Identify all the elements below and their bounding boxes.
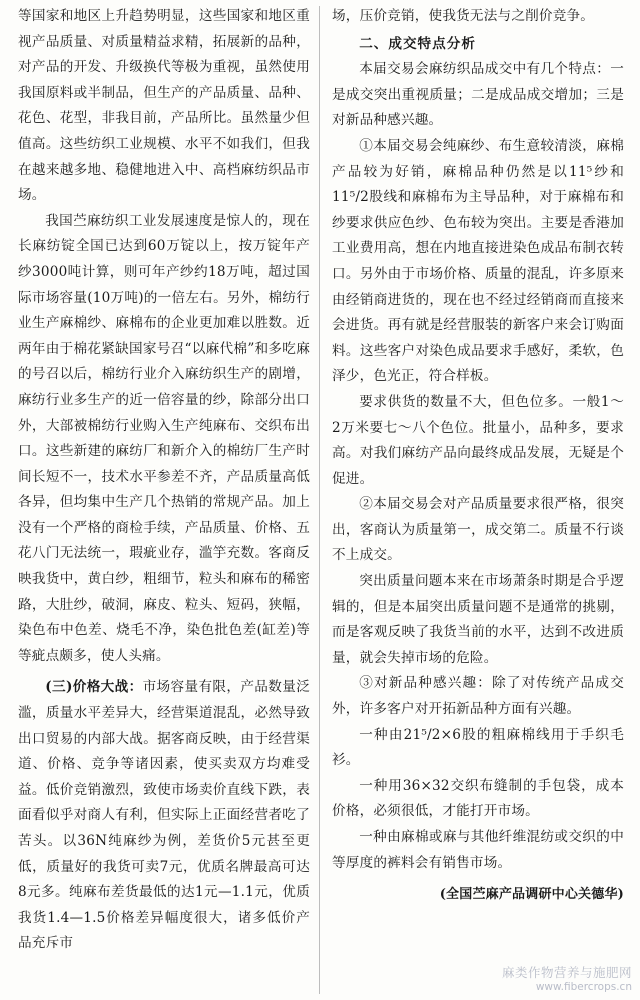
section-heading-deal-analysis: 二、成交特点分析 xyxy=(359,35,476,52)
paragraph-point-three: ③对新品种感兴趣：除了对传统产品成交外，许多客户对开拓新品种方面有兴趣。 xyxy=(332,675,624,718)
paragraph-deal-features: 本届交易会麻纺织品成交中有几个特点：一是成交突出重视质量；二是成品成交增加；三是对新品种感兴趣。 xyxy=(332,61,624,129)
paragraph-price-war xyxy=(18,675,310,957)
watermark-url: www.fibercrops.cn xyxy=(535,981,632,993)
paragraph-point-two: ②本届交易会对产品质量要求很严格，很突出，客商认为质量第一，成交第二。质量不行谈不上成交。 xyxy=(332,496,624,564)
paragraph-industry-growth: 我国苎麻纺织工业发展速度是惊人的，现在长麻纺锭全国已达到60万锭以上，按万锭年产纱3000吨计算，则可年产纱约18万吨，超过国际市场容量(10万吨)的一倍左右。另外，棉纺行业生产麻棉纱、麻棉布的企业更加难以胜数。近两年由于棉花紧缺国家号召“以麻代棉”和多吃麻的号召以后，棉纺行业介入麻纺织生产的剧增，麻纺行业多生产的近一倍容量的纱，除部分出口外，大部被棉纺行业购入生产纯麻布、交织布出口。这些新建的麻纺厂和新介入的棉纺厂生产时间长短不一，技术水平参差不齐，产品质量高低各异，但均集中生产几个热销的常规产品。加上没有一个严格的商检手续，产品质量、价格、五花八门无法统一，瑕疵业存，滥竽充数。客商反映我货中，黄白纱，粗细节，粒头和麻布的稀密路，大肚纱，破洞，麻皮、粒头、短码，狭幅，染色布中色差、烧毛不净，染色批色差(缸差)等等疵点颇多，使人头痛。 xyxy=(18,212,310,664)
column-divider xyxy=(319,6,320,994)
paragraph-quality-focus: 突出质量问题本来在市场萧条时期是合乎逻辑的，但是本届突出质量问题不是通常的挑剔，而是客观反映了我货当前的水平，达到不改进质量，就会失掉市场的危险。 xyxy=(332,573,624,666)
site-watermark xyxy=(502,966,632,994)
right-column xyxy=(332,4,624,908)
paragraph-new-product-yarn: 一种由21⁵/2×6股的粗麻棉线用于手织毛衫。 xyxy=(332,726,624,769)
author-attribution: (全国苎麻产品调研中心关德华) xyxy=(439,887,624,903)
paragraph-intro-continued: 等国家和地区上升趋势明显，这些国家和地区重视产品质量、对质量精益求精，拓展新的品种，对产品的开发、升级换代等极为重视，虽然使用我国原料或半制品，但生产的产品质量、品种、花色、花型，非我目前，产品所比。虽然量少但值高。这些纺织工业规模、水平不如我们，但我在越来越多地、稳健地进入中、高档麻纺织品市场。 xyxy=(18,8,310,204)
paragraph-supply-quantity: 要求供货的数量不大，但色位多。一般1～2万米要七～八个色位。批量小，品种多，要求高。对我们麻纺产品向最终成品发展，无疑是个促进。 xyxy=(332,393,624,487)
watermark-title: 麻类作物营养与施肥网 xyxy=(501,965,632,980)
paragraph-price-war-continued: 场，压价竞销，使我货无法与之削价竞争。 xyxy=(332,8,595,24)
paragraph-point-one: ①本届交易会纯麻纱、布生意较清淡，麻棉产品较为好销，麻棉品种仍然是以11⁵纱和11⁵/2股线和麻棉布为主导品种，对于麻棉布和纱要求供应色纱、色布较为突出。主要是香港加工业费用高，想在内地直接进染色成品布制衣转口。另外由于市场价格、质量的混乱，许多原来由经销商进货的，现在也不经过经销商而直接来会进货。再有就是经营服装的新客户来会订购面料。这些客户对染色成品要求手感好，柔软，色泽少，色光正，符合样板。 xyxy=(332,137,624,385)
paragraph-price-war-text: 市场容量有限，产品数量泛滥，质量水平差异大，经营渠道混乱，必然导致出口贸易的内部大战。据客商反映，由于经营渠道、价格、竞争等诸因素，使买卖双方均难受益。低价竞销激烈，致使市场卖价直线下跌，表面看似乎对商人有利，但实际上正面经营者吃了苦头。以36N纯麻纱为例，差货价5元甚至更低，质量好的我货可卖7元，优质名牌最高可达8元多。纯麻布差货最低的达1元—1.1元，优质我货1.4—1.5价格差异幅度很大，诸多低价产品充斥市 xyxy=(18,679,310,952)
paragraph-new-product-bag: 一种用36×32交织布缝制的手包袋，成本价格，必须很低，才能打开市场。 xyxy=(332,777,624,820)
paragraph-new-product-trousers: 一种由麻棉或麻与其他纤维混纺或交织的中等厚度的裤料会有销售市场。 xyxy=(332,829,624,871)
left-column xyxy=(18,4,310,957)
heading-price-war: (三)价格大战： xyxy=(45,679,143,696)
